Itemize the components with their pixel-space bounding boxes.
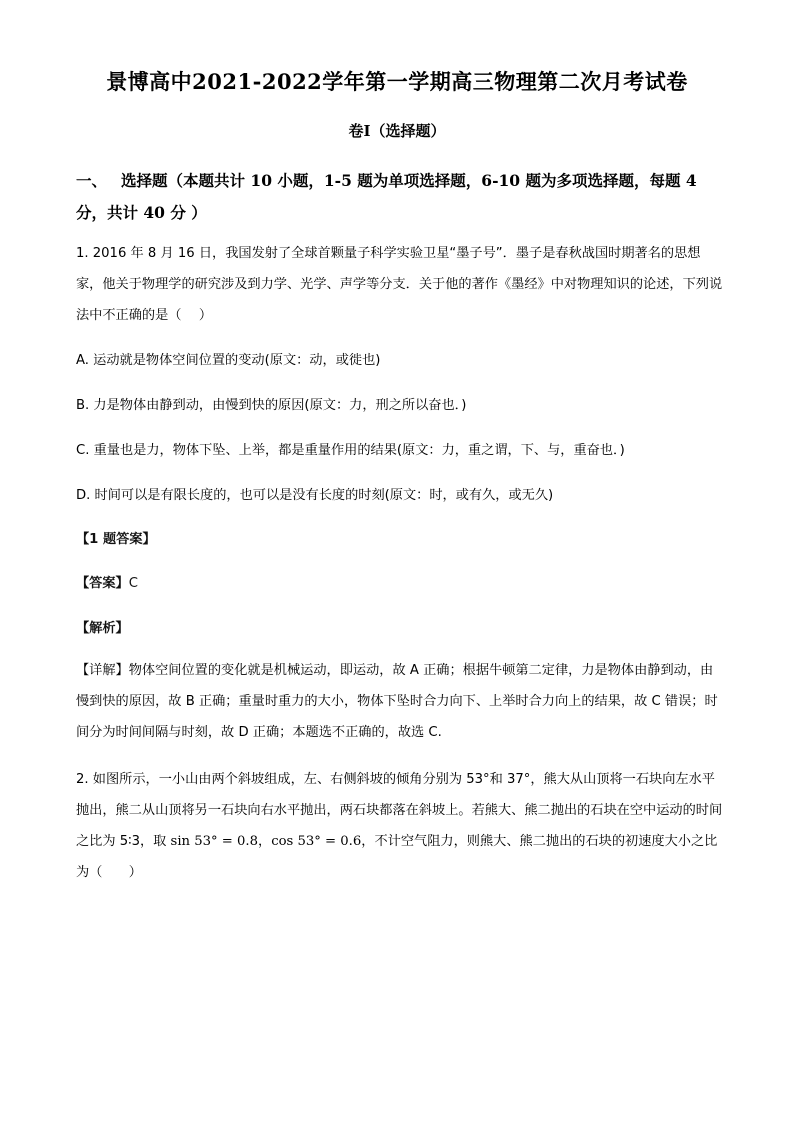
sin-formula: sin 53° = 0.8 [170,834,258,849]
question-1-stem: 1. 2016 年 8 月 16 日，我国发射了全球首颗量子科学实验卫星“墨子号”．墨子是春秋战国时期著名的思想家，他关于物理学的研究涉及到力学、光学、声学等分支．关于他的著作《墨经》中对物理知识的论述，下列说法中不正确的是（ ） [76,246,723,323]
section-number: 一、 [76,171,108,190]
cos-formula: cos 53° = 0.6 [271,834,362,849]
answer-value: C [128,576,138,591]
question-1-option-a: A. 运动就是物体空间位置的变动(原文：动，或徙也) [76,353,381,368]
answer-label: 【答案】 [76,576,129,591]
section-heading [76,165,726,229]
exam-title: 景博高中2021-2022学年第一学期高三物理第二次月考试卷 [106,69,688,94]
analysis-label: 【解析】 [76,621,129,636]
detail-explanation: 【详解】物体空间位置的变化就是机械运动，即运动，故 A 正确；根据牛顿第二定律，力是物体由静到动，由慢到快的原因，故 B 正确；重量时重力的大小，物体下坠时合力向下、上举时合力向上的结果，故 C 错误；时间分为时间间隔与时刻，故 D 正确；本题选不正确的，故选 C. [76,663,718,740]
answer-header: 【1 题答案】 [76,532,156,547]
question-2-text-part1: 2. 如图所示，一小山由两个斜坡组成，左、右侧斜坡的倾角分别为 53°和 37°，熊大从山顶将一石块向左水平抛出，熊二从山顶将另一石块向右水平抛出，两石块都落在斜坡上。若熊大、熊二抛出的石块在空中运动的时间之比为 5∶3，取 [76,772,723,849]
answer-line [76,572,138,591]
question-1-option-b: B. 力是物体由静到动，由慢到快的原因(原文：力，刑之所以奋也．) [76,398,467,413]
volume-subtitle: 卷Ⅰ（选择题） [348,122,446,140]
question-2-stem: 2. 如图所示，一小山由两个斜坡组成，左、右侧斜坡的倾角分别为 53°和 37°，熊大从山顶将一石块向左水平抛出，熊二从山顶将另一石块向右水平抛出，两石块都落在斜坡上。若熊大、熊二抛出的石块在空中运动的时间之比为 5∶3，取 sin 53° = 0.8，cos 53° = 0.6，不计空气阻力，则熊大、熊二抛出的石块的初速度大小之比为（ ） [76,772,723,880]
question-2-text-part2: ，不计空气阻力，则熊大、熊二抛出的石块的初速度大小之比为（ ） [76,834,718,880]
question-1-option-c: C. 重量也是力，物体下坠、上举，都是重量作用的结果(原文：力，重之谓，下、与，重奋也．) [76,443,625,458]
question-1-option-d: D. 时间可以是有限长度的，也可以是没有长度的时刻(原文：时，或有久，或无久) [76,488,554,503]
section-text: 选择题（本题共计 10 小题，1-5 题为单项选择题，6-10 题为多项选择题，每题 4 分，共计 40 分 ） [76,171,697,222]
